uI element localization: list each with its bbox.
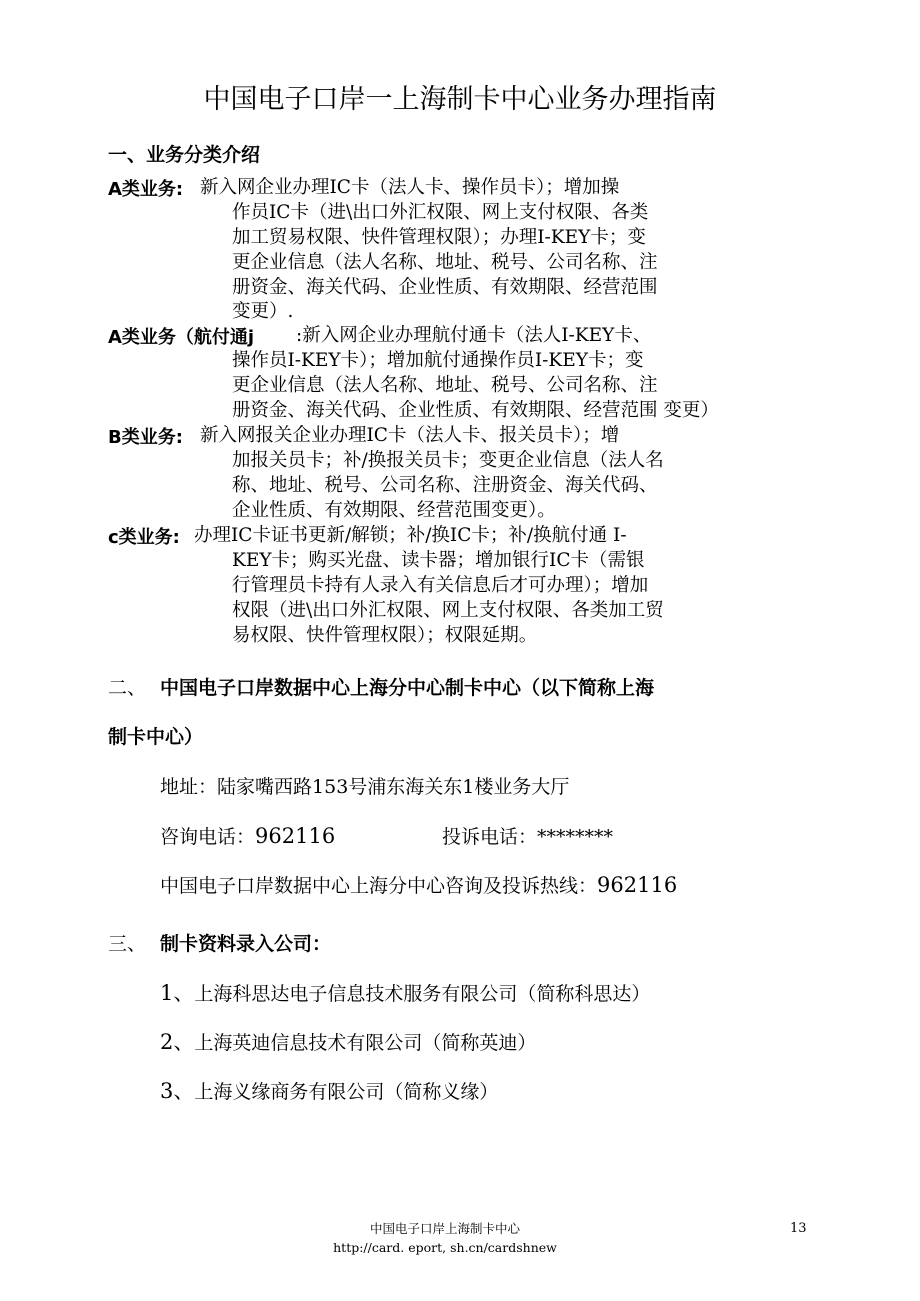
hotline xyxy=(160,871,677,898)
category-b-line: 称、地址、税号、公司名称、注册资金、海关代码、 xyxy=(232,475,658,496)
company-item xyxy=(160,1075,498,1105)
company-item xyxy=(160,1026,536,1056)
section-2-heading-line2: 制卡中心） xyxy=(108,726,204,748)
category-b-line: 新入网报关企业办理IC卡（法人卡、报关员卡）；增 xyxy=(200,425,620,446)
hotline-label: 中国电子口岸数据中心上海分中心咨询及投诉热线： xyxy=(160,875,598,897)
category-a-line: 册资金、海关代码、企业性质、有效期限、经营范围 xyxy=(232,277,658,298)
category-a-hangfutong-line: 更企业信息（法人名称、地址、税号、公司名称、注 xyxy=(232,375,658,396)
category-a-line: 新入网企业办理IC卡（法人卡、操作员卡）；增加操 xyxy=(200,177,620,198)
category-b-line: 加报关员卡；补/换报关员卡；变更企业信息（法人名 xyxy=(232,450,664,471)
category-c-line: 行管理员卡持有人录入有关信息后才可办理）；增加 xyxy=(232,575,649,596)
address-value: 陆家嘴西路153号浦东海关东1楼业务大厅 xyxy=(217,776,570,798)
company-name: 上海英迪信息技术有限公司（简称英迪） xyxy=(194,1032,537,1054)
category-c-line: 易权限、快件管理权限）；权限延期。 xyxy=(232,625,538,646)
section-3-number: 三、 xyxy=(108,933,147,955)
category-a-label: A类业务: xyxy=(108,179,184,200)
category-a-line: 更企业信息（法人名称、地址、税号、公司名称、注 xyxy=(232,252,658,273)
section-2-heading xyxy=(108,673,654,700)
company-item xyxy=(160,977,650,1007)
hotline-value: 962116 xyxy=(597,873,678,897)
category-c-line: KEY卡；购买光盘、读卡器；增加银行IC卡（需银 xyxy=(232,550,645,571)
section-3-heading xyxy=(108,929,331,956)
consult-phone-label: 咨询电话： xyxy=(160,826,256,848)
page-title: 中国电子口岸一上海制卡中心业务办理指南 xyxy=(203,84,717,115)
category-a-line: 加工贸易权限、快件管理权限）；办理I-KEY卡；变 xyxy=(232,227,646,248)
address-label: 地址： xyxy=(160,776,218,798)
complaint-phone-value: ******** xyxy=(537,826,614,848)
consult-phone-value: 962116 xyxy=(255,824,336,848)
footer-url[interactable]: http://card. eport, sh.cn/cardshnew xyxy=(333,1240,557,1255)
footer-org: 中国电子口岸上海制卡中心 xyxy=(369,1221,520,1236)
section-2-heading-line1: 中国电子口岸数据中心上海分中心制卡中心（以下简称上海 xyxy=(160,677,655,699)
complaint-phone xyxy=(442,822,613,849)
category-c-line: 办理IC卡证书更新/解锁；补/换IC卡；补/换航付通 I- xyxy=(194,525,627,546)
category-a-line: 变更）. xyxy=(232,301,294,322)
category-a-hangfutong-line: 册资金、海关代码、企业性质、有效期限、经营范围 变更） xyxy=(232,400,719,421)
page-number: 13 xyxy=(790,1221,807,1236)
category-a-hangfutong-line: :新入网企业办理航付通卡（法人I-KEY卡、 xyxy=(296,325,652,346)
complaint-phone-label: 投诉电话： xyxy=(442,826,538,848)
category-b-label: B类业务: xyxy=(108,427,183,448)
address xyxy=(160,772,569,799)
category-a-hangfutong-line: 操作员I-KEY卡）；增加航付通操作员I-KEY卡；变 xyxy=(232,350,644,371)
category-a-hangfutong-label: A类业务（航付通j xyxy=(108,327,255,348)
company-index: 1、 xyxy=(160,981,195,1005)
category-c-line: 权限（进\出口外汇权限、网上支付权限、各类加工贸 xyxy=(232,600,664,621)
company-name: 上海科思达电子信息技术服务有限公司（简称科思达） xyxy=(194,983,651,1005)
section-3-heading-text: 制卡资料录入公司： xyxy=(160,933,332,955)
company-index: 3、 xyxy=(160,1079,195,1103)
consult-phone xyxy=(160,822,335,849)
company-index: 2、 xyxy=(160,1030,195,1054)
category-c-label: c类业务: xyxy=(108,527,180,548)
company-name: 上海义缘商务有限公司（简称义缘） xyxy=(194,1081,499,1103)
section-2-number: 二、 xyxy=(108,677,147,699)
section-1-heading: 一、业务分类介绍 xyxy=(108,144,261,166)
category-b-line: 企业性质、有效期限、经营范围变更）。 xyxy=(232,500,556,521)
category-a-line: 作员IC卡（进\出口外汇权限、网上支付权限、各类 xyxy=(232,202,649,223)
